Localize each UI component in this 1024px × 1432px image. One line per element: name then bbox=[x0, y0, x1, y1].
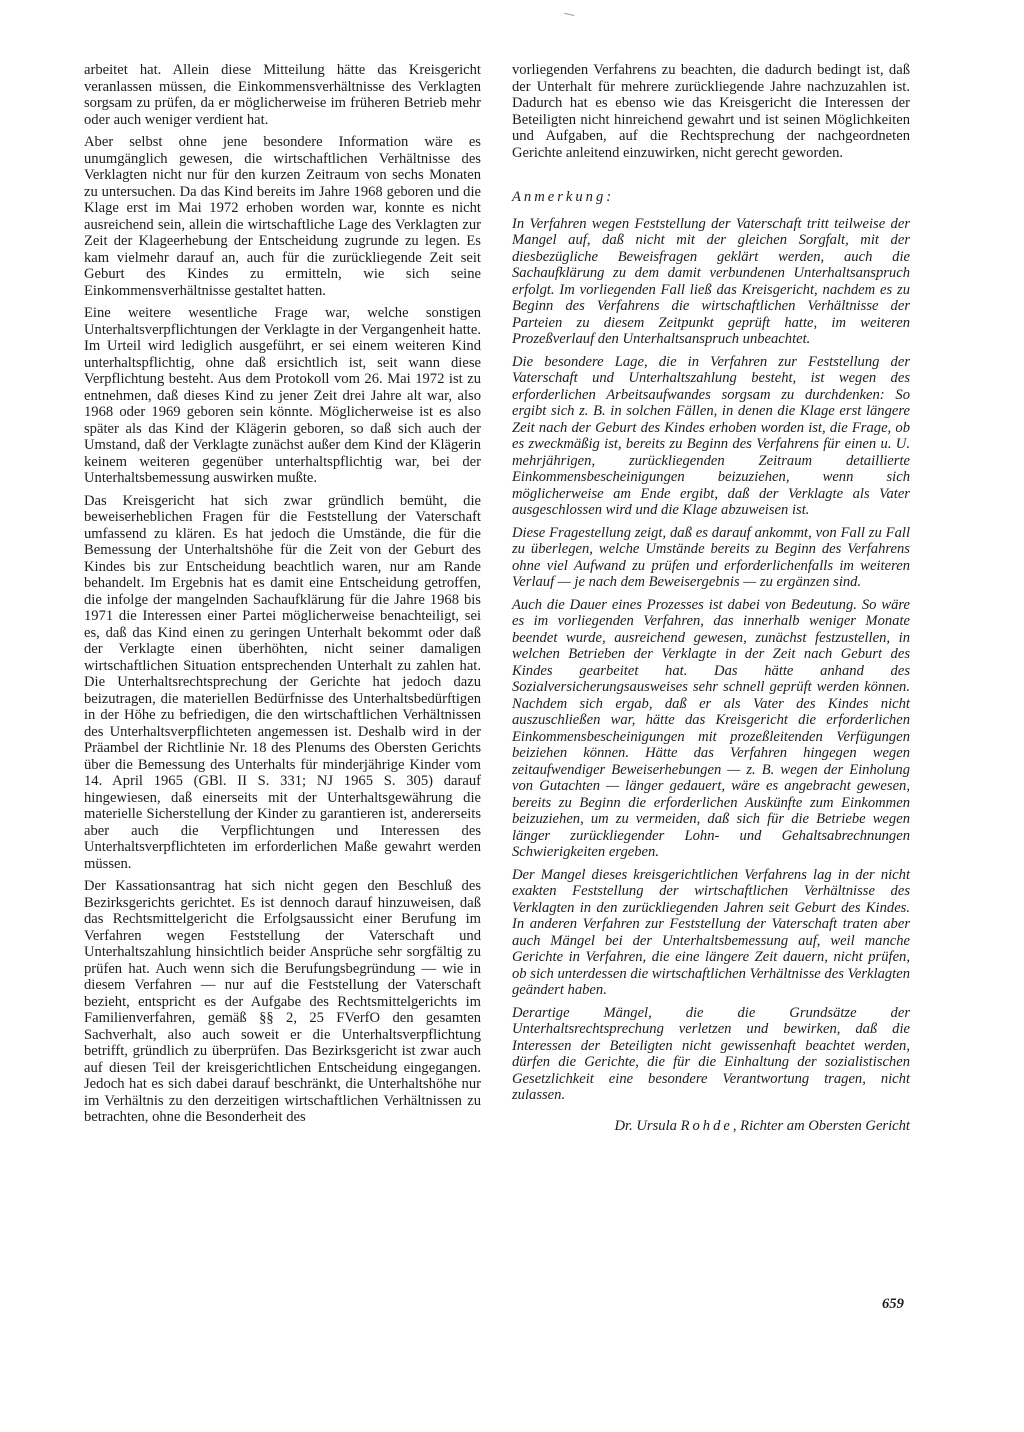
left-paragraph-4: Das Kreisgericht hat sich zwar gründlich bemüht, die beweiserheblichen Fragen für die Feststellung der Vaterschaft umfassend zu klären. Es hat jedoch die Umstände, die für die Bemessung der Unterhaltshöhe für die Zeit von der Geburt des Kindes bis zur Entscheidung beachtlich waren, nur am Rande behandelt. Im Ergebnis hat es damit eine Entscheidung getroffen, die infolge der mangelnden Sachaufklärung für die Jahre 1968 bis 1971 die Interessen einer Partei möglicherweise benachteiligt, sei es, daß das Kind einen zu geringen Unterhalt bekommt oder daß der Verklagte einen überhöhten, nicht seiner damaligen wirtschaftlichen Situation entsprechenden Unterhalt zu zahlen hat. Die Unterhaltsrechtsprechung der Gerichte hat jedoch dazu beizutragen, die materiellen Bedürfnisse des Unterhaltsbedürftigen in der Höhe zu befriedigen, die den wirtschaftlichen Verhältnissen des Unterhaltsverpflichteten angemessen ist. Deshalb wird in der Präambel der Richtlinie Nr. 18 des Plenums des Obersten Gerichts über die Bemessung des Unterhalts für minderjährige Kinder vom 14. April 1965 (GBl. II S. 331; NJ 1965 S. 305) darauf hingewiesen, daß einerseits mit der Unterhaltsgewährung die materielle Sicherstellung der Kinder zu garantieren ist, andererseits aber auch die Verpflichtungen und Interessen des Unterhaltsverpflichteten im erforderlichen Maße gewahrt werden müssen. bbox=[84, 492, 481, 872]
note-paragraph-2: Die besondere Lage, die in Verfahren zur Feststellung der Vaterschaft und Unterhaltszahlung besteht, ist wegen des erforderlichen Arbeitsaufwandes sorgsam zu durchdenken: So ergibt sich z. B. in solchen Fällen, in denen die Klage erst längere Zeit nach der Geburt des Kindes erhoben worden ist, die Frage, ob es zweckmäßig ist, bereits zu Beginn des Verfahrens für einen u. U. mehrjährigen, zurückliegenden Zeitraum detaillierte Einkommensbescheinigungen beizuziehen, wenn sich möglicherweise am Ende ergibt, daß der Verklagte als Vater ausgeschlossen wird und die Klage abzuweisen ist. bbox=[512, 353, 910, 518]
right-paragraph-1: vorliegenden Verfahrens zu beachten, die dadurch bedingt ist, daß der Unterhalt für mehrere zurückliegende Jahre nachzuzahlen ist. Dadurch hat es ebenso wie das Kreisgericht die Interessen der Beteiligten nicht hinreichend gewahrt und ist seinen Möglichkeiten und Aufgaben, auf die Rechtsprechung der nachgeordneten Gerichte anleitend einzuwirken, nicht gerecht geworden. bbox=[512, 62, 910, 161]
note-heading: Anmerkung: bbox=[512, 189, 615, 205]
page-number: 659 bbox=[882, 1296, 904, 1312]
signature-name: Rohde bbox=[680, 1117, 733, 1134]
note-paragraph-3: Diese Fragestellung zeigt, daß es darauf ankommt, von Fall zu Fall zu überlegen, welche Umstände bereits zu Beginn des Verfahrens ohne viel Aufwand zu prüfen und erforderlichenfalls im weiteren Verlauf — je nach dem Beweisergebnis — zu ergänzen sind. bbox=[512, 524, 910, 590]
right-column bbox=[512, 62, 910, 1134]
left-paragraph-1: arbeitet hat. Allein diese Mitteilung hätte das Kreisgericht veranlassen müssen, die Einkommensverhältnisse des Verklagten sorgsam zu prüfen, da er möglicherweise im früheren Betrieb mehr oder auch weniger verdient hat. bbox=[84, 62, 481, 128]
left-paragraph-2: Aber selbst ohne jene besondere Information wäre es unumgänglich gewesen, die wirtschaftlichen Verhältnisse des Verklagten nicht nur für den kurzen Zeitraum von sechs Monaten zu untersuchen. Da das Kind bereits im Jahre 1968 geboren und die Klage erst im Mai 1972 erhoben worden war, konnte es nicht ausreichend sein, allein die wirtschaftliche Lage des Verklagten zur Zeit der Klageerhebung der Entscheidung zugrunde zu legen. Es kam vielmehr darauf an, auch für die zurückliegende Zeit seit Geburt des Kindes zu ermitteln, wie sich seine Einkommensverhältnisse gestaltet hatten. bbox=[84, 134, 481, 299]
note-paragraph-1: In Verfahren wegen Feststellung der Vaterschaft tritt teilweise der Mangel auf, daß nicht mit der gleichen Sorgfalt, mit der diesbezügliche Beweisfragen geklärt werden, auch die Sachaufklärung zu dem damit verbundenen Unterhaltsanspruch erfolgt. Im vorliegenden Fall ließ das Kreisgericht, nachdem es zu Beginn des Verfahrens die wirtschaftlichen Verhältnisse der Parteien zu diesem Zeitpunkt geprüft hatte, im weiteren Prozeßverlauf den Unterhaltsanspruch unbeachtet. bbox=[512, 215, 910, 347]
signature-suffix: , Richter am Obersten Gericht bbox=[732, 1117, 910, 1134]
signature bbox=[512, 1118, 910, 1135]
note-paragraph-4: Auch die Dauer eines Prozesses ist dabei von Bedeutung. So wäre es im vorliegenden Verfahren, das innerhalb weniger Monate beendet wurde, ausreichend gewesen, zunächst festzustellen, in welchen Betrieben der Verklagte in der Zeit nach Geburt des Kindes gearbeitet hat. Das hätte anhand des Sozialversicherungsausweises sehr schnell geprüft werden können. Nachdem sich ergab, daß er als Vater des Kindes nicht auszuschließen war, hätte das Kreisgericht die erforderlichen Einkommensbescheinigungen mit prozeßleitenden Verfügungen beiziehen können. Hätte das Verfahren hingegen wegen zeitaufwendiger Beweiserhebungen — z. B. wegen der Einholung von Gutachten — länger gedauert, wäre es angebracht gewesen, bereits zu Beginn die erforderlichen Auskünfte zum Einkommen beizuziehen, um zu vermeiden, daß sich für die Betriebe wegen länger zurückliegender Lohn- und Gehaltsabrechnungen Schwierigkeiten ergeben. bbox=[512, 596, 910, 860]
signature-prefix: Dr. Ursula bbox=[614, 1117, 681, 1134]
note-paragraph-6: Derartige Mängel, die die Grundsätze der Unterhaltsrechtsprechung verletzen und bewirken, daß die Interessen der Beteiligten nicht gewissenhaft beachtet werden, dürfen die Gerichte, die für die Einhaltung der sozialistischen Gesetzlichkeit eine besondere Verantwortung tragen, nicht zulassen. bbox=[512, 1004, 910, 1103]
left-paragraph-5: Der Kassationsantrag hat sich nicht gegen den Beschluß des Bezirksgerichts gerichtet. Es ist dennoch darauf hinzuweisen, daß das Rechtsmittelgericht die Erfolgsaussicht einer Berufung im Verfahren wegen Feststellung der Vaterschaft und Unterhaltszahlung hinsichtlich beider Ansprüche sehr sorgfältig zu prüfen hat. Auch wenn sich die Berufungsbegründung — wie in diesem Verfahren — nur auf die Feststellung der Vaterschaft bezieht, entspricht es der Aufgabe des Rechtsmittelgerichts im Familienverfahren, gemäß §§ 2, 25 FVerfO den gesamten Sachverhalt, also auch soweit er die Unterhaltsverpflichtung betrifft, gründlich zu überprüfen. Das Bezirksgericht ist zwar auch auf diesen Teil der kreisgerichtlichen Entscheidung eingegangen. Jedoch hat es sich dabei darauf beschränkt, die Unterhaltshöhe nur im Verhältnis zu den derzeitigen wirtschaftlichen Verhältnissen zu betrachten, ohne die Besonderheit des bbox=[84, 878, 481, 1125]
note-paragraph-5: Der Mangel dieses kreisgerichtlichen Verfahrens lag in der nicht exakten Feststellung der wirtschaftlichen Verhältnisse des Verklagten in den zurückliegenden Jahren seit Geburt des Kindes. In anderen Verfahren zur Feststellung der Vaterschaft traten aber auch Mängel bei der Unterhaltsbemessung auf, weil manche Gerichte in Verfahren, die eine längere Zeit dauern, nicht prüfen, ob sich unterdessen die wirtschaftlichen Verhältnisse des Verklagten geändert haben. bbox=[512, 866, 910, 998]
scan-mark bbox=[564, 7, 575, 16]
left-paragraph-3: Eine weitere wesentliche Frage war, welche sonstigen Unterhaltsverpflichtungen der Verklagte in der Vergangenheit hatte. Im Urteil wird lediglich ausgeführt, er sei einem weiteren Kind unterhaltspflichtig, ohne daß ersichtlich ist, seit wann diese Verpflichtung besteht. Aus dem Protokoll vom 26. Mai 1972 ist zu entnehmen, daß dieses Kind zu jener Zeit drei Jahre alt war, also 1968 oder 1969 geboren sein könnte. Möglicherweise ist es also später als das Kind der Klägerin geboren, so daß sich auch der Umstand, daß der Verklagte zunächst außer dem Kind der Klägerin keinem weiteren gegenüber unterhaltspflichtig war, bei der Unterhaltsbemessung auswirken mußte. bbox=[84, 305, 481, 486]
note-body bbox=[512, 216, 910, 1104]
left-column bbox=[84, 62, 481, 1132]
